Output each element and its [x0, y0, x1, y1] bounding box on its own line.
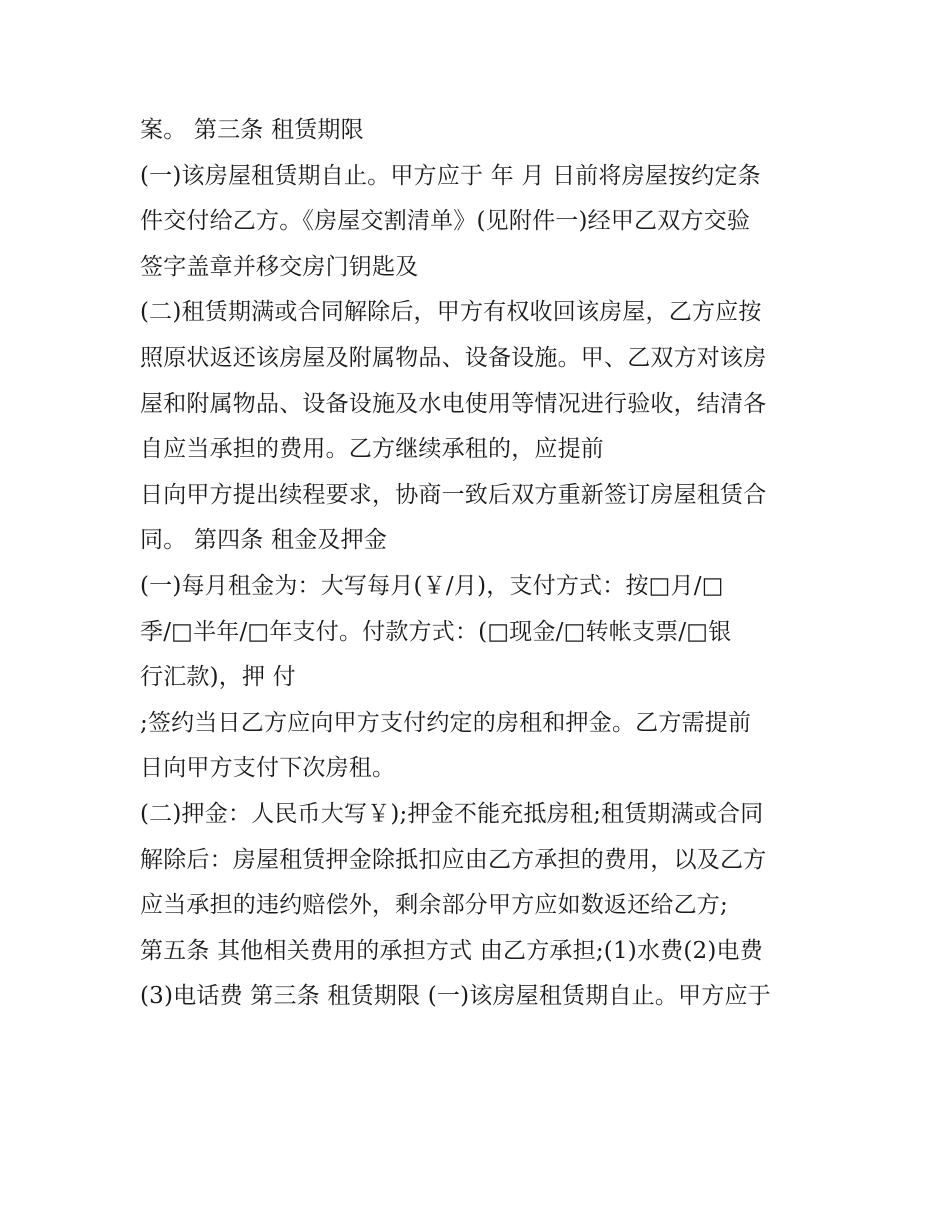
text-line: 屋和附属物品、设备设施及水电使用等情况进行验收，结清各 — [140, 390, 767, 417]
text-line: 案。 第三条 租赁期限 — [140, 117, 364, 143]
text-line: 签字盖章并移交房门钥匙及 — [140, 253, 419, 280]
contract-text-block — [140, 108, 820, 1020]
text-line: 解除后：房屋租赁押金除抵扣应由乙方承担的费用，以及乙方 — [140, 846, 767, 873]
text-line: 第五条 其他相关费用的承担方式 由乙方承担;(1)水费(2)电费 — [140, 937, 763, 964]
text-line: 自应当承担的费用。乙方继续承租的，应提前 — [140, 436, 604, 463]
text-line: ;签约当日乙方应向甲方支付约定的房租和押金。乙方需提前 — [140, 709, 752, 736]
text-line: 季/□半年/□年支付。付款方式：(□现金/□转帐支票/□银 — [140, 618, 732, 645]
text-line: 同。 第四条 租金及押金 — [140, 527, 388, 554]
text-line: (二)租赁期满或合同解除后，甲方有权收回该房屋，乙方应按 — [140, 299, 762, 326]
text-line: 应当承担的违约赔偿外，剩余部分甲方应如数返还给乙方; — [140, 892, 728, 919]
text-line: (3)电话费 第三条 租赁期限 (一)该房屋租赁期自止。甲方应于 — [140, 983, 771, 1010]
text-line: (一)每月租金为：大写每月(￥/月)，支付方式：按□月/□ — [140, 572, 724, 599]
text-line: 照原状返还该房屋及附属物品、设备设施。甲、乙双方对该房 — [140, 344, 767, 371]
text-line: 日向甲方提出续程要求，协商一致后双方重新签订房屋租赁合 — [140, 481, 767, 508]
text-line: (一)该房屋租赁期自止。甲方应于 年 月 日前将房屋按约定条 — [140, 162, 761, 189]
text-line: 件交付给乙方。《房屋交割清单》(见附件一)经甲乙双方交验 — [140, 208, 751, 235]
text-line: 行汇款)，押 付 — [140, 664, 296, 691]
text-line: (二)押金：人民币大写￥);押金不能充抵房租;租赁期满或合同 — [140, 800, 764, 827]
text-line: 日向甲方支付下次房租。 — [140, 755, 396, 782]
